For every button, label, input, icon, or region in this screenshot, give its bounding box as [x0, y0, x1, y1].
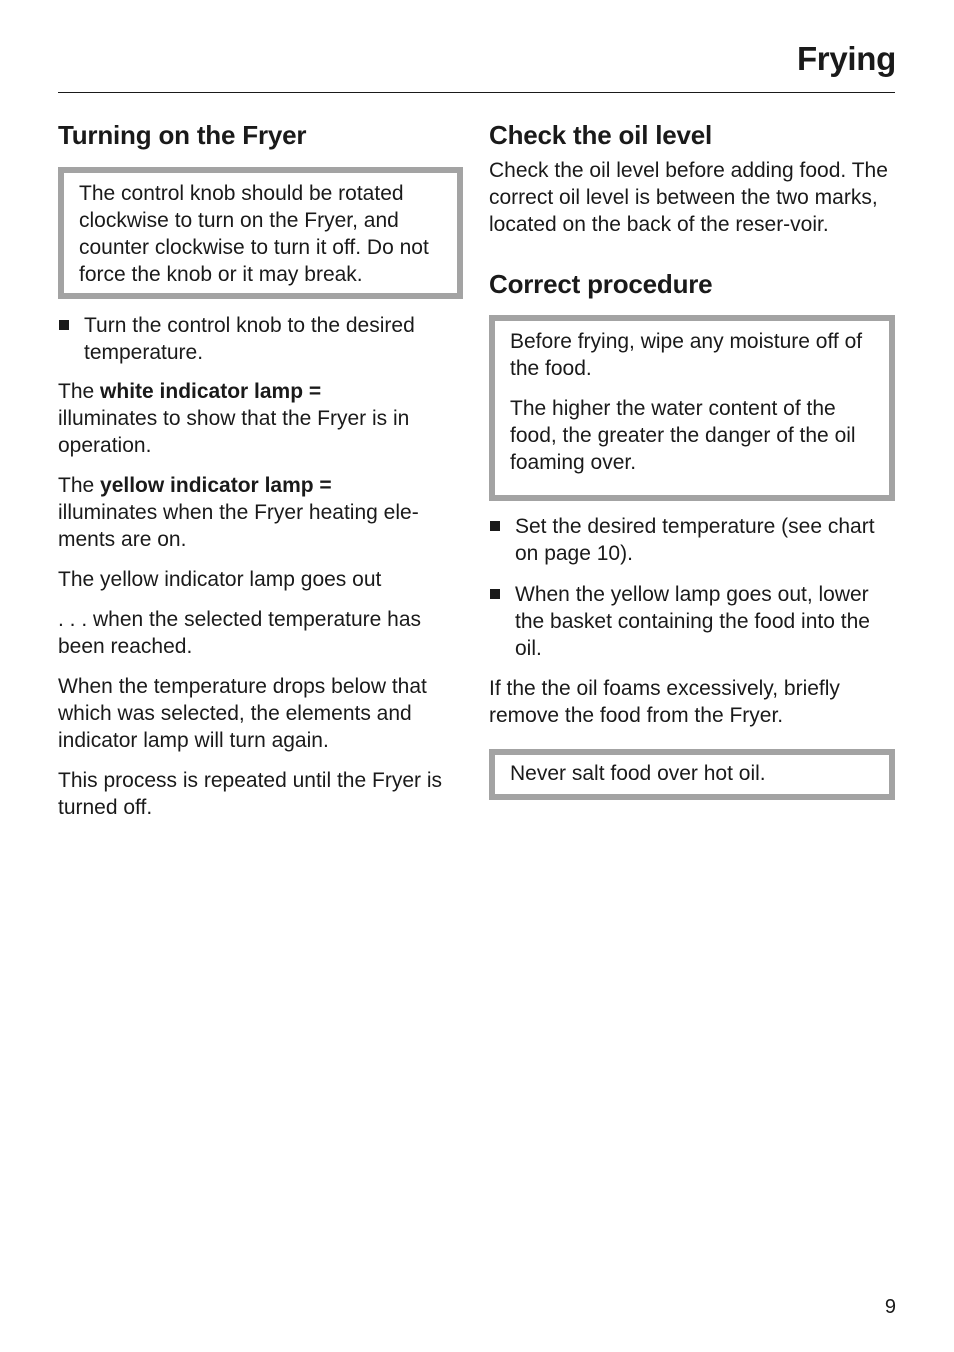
paragraph-foam: If the the oil foams excessively, briefly remove the food from the Fryer. [489, 677, 840, 727]
bullet-turn-knob [58, 312, 463, 366]
paragraph-goes-out: The yellow indicator lamp goes out [58, 568, 382, 591]
bullet-set-temperature-text: Set the desired temperature (see chart on page 10). [515, 515, 875, 565]
notice-box-salt [489, 749, 895, 800]
heading-correct-procedure: Correct procedure [489, 269, 713, 299]
header-rule [58, 92, 895, 93]
page-number: 9 [884, 1296, 896, 1318]
bullet-lower-basket-text: When the yellow lamp goes out, lower the basket containing the food into the oil. [515, 583, 870, 660]
yellow-lamp-label: yellow indicator lamp = [100, 474, 332, 497]
paragraph-reached: . . . when the selected temperature has been reached. [58, 608, 422, 658]
heading-turning-on: Turning on the Fryer [58, 120, 307, 150]
yellow-lamp-text: illuminates when the Fryer heating ele-ments are on. [58, 501, 419, 551]
yellow-lamp-pre: The [58, 474, 101, 497]
bullet-turn-knob-text: Turn the control knob to the desired temperature. [84, 314, 415, 364]
yellow-lamp-paragraph [58, 472, 463, 553]
paragraph-drops: When the temperature drops below that which was selected, the elements and indicator lamp will turn again. [58, 675, 427, 752]
white-lamp-text: illuminates to show that the Fryer is in operation. [58, 407, 410, 457]
white-lamp-pre: The [58, 380, 101, 403]
notice-water-content-text: The higher the water content of the food, the greater the danger of the oil foaming over. [510, 397, 856, 474]
notice-salt-text: Never salt food over hot oil. [510, 762, 766, 785]
bullet-square-icon [59, 320, 69, 330]
bullet-square-icon [490, 589, 500, 599]
section-title: Frying [796, 40, 896, 77]
bullet-lower-basket [489, 581, 895, 662]
notice-knob-text: The control knob should be rotated clockwise to turn on the Fryer, and counter clockwise to turn it off. Do not force the knob or it may break. [79, 182, 429, 286]
white-lamp-label: white indicator lamp = [100, 380, 322, 403]
heading-check-oil: Check the oil level [489, 120, 713, 150]
left-column [58, 118, 463, 821]
notice-moisture-text: Before frying, wipe any moisture off of the food. [510, 330, 863, 380]
right-column [489, 118, 895, 800]
notice-box-moisture [489, 315, 895, 501]
bullet-set-temperature [489, 513, 895, 567]
paragraph-oil-level: Check the oil level before adding food. The correct oil level is between the two marks, located on the back of the reser-voir. [489, 159, 888, 236]
notice-box-knob [58, 167, 463, 299]
bullet-square-icon [490, 521, 500, 531]
white-lamp-paragraph [58, 378, 463, 459]
paragraph-repeat: This process is repeated until the Fryer is turned off. [58, 769, 442, 819]
